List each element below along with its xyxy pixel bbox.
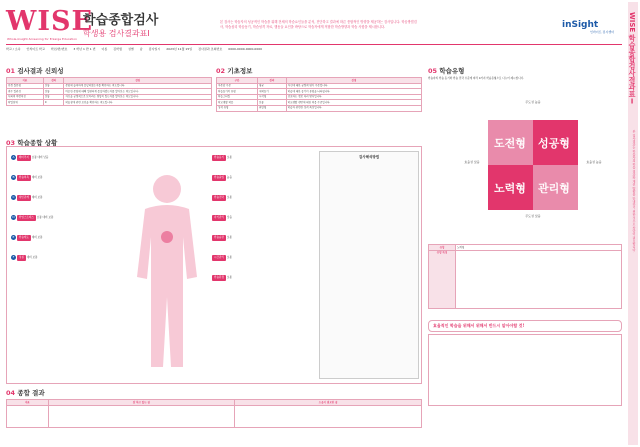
basic-info-table <box>216 77 422 112</box>
col-header: 잘 하고 있는 점 <box>48 400 235 406</box>
col-header: 구분 <box>217 78 258 84</box>
list-item: D 학업스트레스 보통 대비 보통 <box>12 215 54 219</box>
grade-value: 3 학년 1 반 1 번 <box>73 47 96 51</box>
explanation-box <box>319 151 419 379</box>
section-title: 기초정보 <box>227 67 253 75</box>
type-success: 성공형 <box>538 137 570 150</box>
list-item: 학습전략 보통 <box>214 196 232 199</box>
col-header: 도움이 필요한 점 <box>235 400 422 406</box>
table-row: 학업장애 0 학습장애 관련 요인을 확인하는 척도입니다. <box>7 100 212 106</box>
section-title: 검사결과 신뢰성 <box>17 67 64 75</box>
axis-bottom-label: 주도성 낮음 <box>525 214 541 218</box>
id-value: 0000-0000-0000-0000 <box>228 47 263 51</box>
section-number: 04 <box>6 389 16 397</box>
body-silhouette-icon <box>127 167 207 377</box>
side-title: WISE 학습종합검사결과표Ⅰ <box>628 12 636 106</box>
school-value: 인싸이트 학교 <box>26 47 45 51</box>
header-divider <box>6 44 622 45</box>
id-label: 검사결과 조회번호 <box>198 47 223 51</box>
intro-text: 본 검사는 학습자의 성공적인 학습을 위해 전체의 학습요인들을 분석, 진단하고 결과에 따른 종합적인 방향을 제공하는 검사입니다. 학습방법검사, 학습심리 학습동기, 학습성격 자료, 행동들 요인을 바탕으로 학습자에게 적합한 학습방향과 학습 사항을 제시합니다. <box>220 20 417 29</box>
section-title: 종합 결과 <box>17 389 45 397</box>
type-result-table <box>428 244 622 309</box>
section-reliability <box>6 66 212 106</box>
page-title: 학습종합검사 <box>83 13 159 28</box>
table-row: 자존감 수준 평균 자신에 대한 긍정적 평가 수준입니다. <box>217 83 422 89</box>
type-label: 유형 <box>429 245 456 251</box>
section-overall-status <box>6 146 422 384</box>
brand-logo: inSight <box>562 20 599 30</box>
table-row <box>7 405 422 427</box>
learning-type-description: 학습자의 학습 동기와 학습 전략 수준에 따라 4가지 학습유형으로 나누어 제시합니다. <box>428 77 524 80</box>
col-header: 설명 <box>286 78 421 84</box>
date-label: 검사일시 <box>148 47 161 51</box>
list-item: 학습동기 보통 <box>214 156 232 159</box>
logo-subtitle: Whole-Insight-Screening for Enlarge Education <box>7 37 77 41</box>
list-item: B 학습의욕 대비 보통 <box>12 175 43 179</box>
left-factor-list <box>11 155 121 261</box>
section-learning-type <box>428 66 622 81</box>
section-title: 학습유형 <box>439 67 465 75</box>
section-title: 학습종합 상황 <box>17 139 58 147</box>
axis-left-label: 효율성 낮음 <box>464 160 480 164</box>
name-value: 김학생 <box>113 47 122 51</box>
axis-right-label: 효율성 높음 <box>586 160 602 164</box>
list-item: 시간관리 보통 <box>214 256 232 259</box>
school-label: 학교 / 소속 <box>6 47 21 51</box>
section-summary <box>6 388 422 428</box>
brand-subtitle: 인싸이트 검사센터 <box>590 30 615 34</box>
type-challenge: 도전형 <box>494 137 526 150</box>
section-basic-info <box>216 66 422 112</box>
type-managed: 관리형 <box>538 182 570 195</box>
list-item: 학습몰입 높음 <box>214 176 232 179</box>
wise-logo: WISE <box>6 6 94 37</box>
learning-type-quadrant <box>458 90 608 240</box>
table-row: 학교생활 적응 보통 학교생활 전반에 대한 적응 수준입니다. <box>217 100 422 106</box>
table-row: 학습스타일 시각형 선호하는 정보 처리 방식입니다. <box>217 94 422 100</box>
section-number: 05 <box>428 67 438 75</box>
table-row <box>429 250 622 308</box>
info-row <box>6 47 422 51</box>
table-row: 사회적 바람직성 보통 자신을 긍정적으로 보이려는 경향이 있는지를 알아보는 척도입니다. <box>7 94 212 100</box>
list-item: 자기관리 낮음 <box>214 216 232 219</box>
list-item: F 성실 대비 보통 <box>12 255 38 259</box>
side-note: 본 검사결과는 학습자의 학습 결과와 개선 방향을 안내하기 위한 것으로 상담이 필요합니다. <box>632 130 636 253</box>
col-header: 지표 <box>7 400 49 406</box>
summary-table <box>6 399 422 428</box>
col-header: 설명 <box>64 78 212 84</box>
list-item: A 배터리지 보통 대비 낮음 <box>12 155 49 159</box>
section-number: 03 <box>6 139 16 147</box>
axis-top-label: 주도성 높음 <box>525 100 541 104</box>
explanation-title: 검사해석방법 <box>358 155 380 159</box>
col-header: 결과 <box>43 78 64 84</box>
table-row: 인정 질문형 보통 문항에 솔직하게 응답하였는지를 확인하는 척도입니다. <box>7 83 212 89</box>
table-row: 학습동기의 유형 내적동기 학습에 대한 동기의 유형을 나타냅니다. <box>217 89 422 95</box>
section-number: 02 <box>216 67 226 75</box>
tips-title: 효율적인 학습을 위해서 위해서 반드시 알아야할 것! <box>428 320 622 332</box>
col-header: 결과 <box>258 78 287 84</box>
feature-label: 유형 특징 <box>429 250 456 308</box>
list-item: E 학습태도 대비 보통 <box>12 235 43 239</box>
list-item: 학습환경 보통 <box>214 276 232 279</box>
page-subtitle: 학생용 검사결과표Ⅰ <box>83 29 150 38</box>
reliability-table <box>6 77 212 106</box>
col-header: 지표 <box>7 78 44 84</box>
sex-label: 성별 <box>127 47 134 51</box>
name-label: 이름 <box>101 47 108 51</box>
grade-label: 학년/반/번호 <box>50 47 68 51</box>
type-value: 노력형 <box>456 245 622 251</box>
section-key-tips <box>428 320 622 406</box>
list-item: C 대인관계 대비 보통 <box>12 195 43 199</box>
type-effort: 노력형 <box>494 182 526 195</box>
list-item: 학습습관 보통 <box>214 236 232 239</box>
date-value: 2023년 11월 15일 <box>166 47 193 51</box>
table-row: 변수 일관성 보통 비슷한 문항에 대해 일관되게 응답하였는지를 알아보는 척도입니다. <box>7 89 212 95</box>
table-row: 성격 유형 외향형 학습과 관련된 성격 특성입니다. <box>217 105 422 111</box>
right-factor-list <box>212 155 320 281</box>
sex-value: 남 <box>139 47 143 51</box>
section-number: 01 <box>6 67 16 75</box>
